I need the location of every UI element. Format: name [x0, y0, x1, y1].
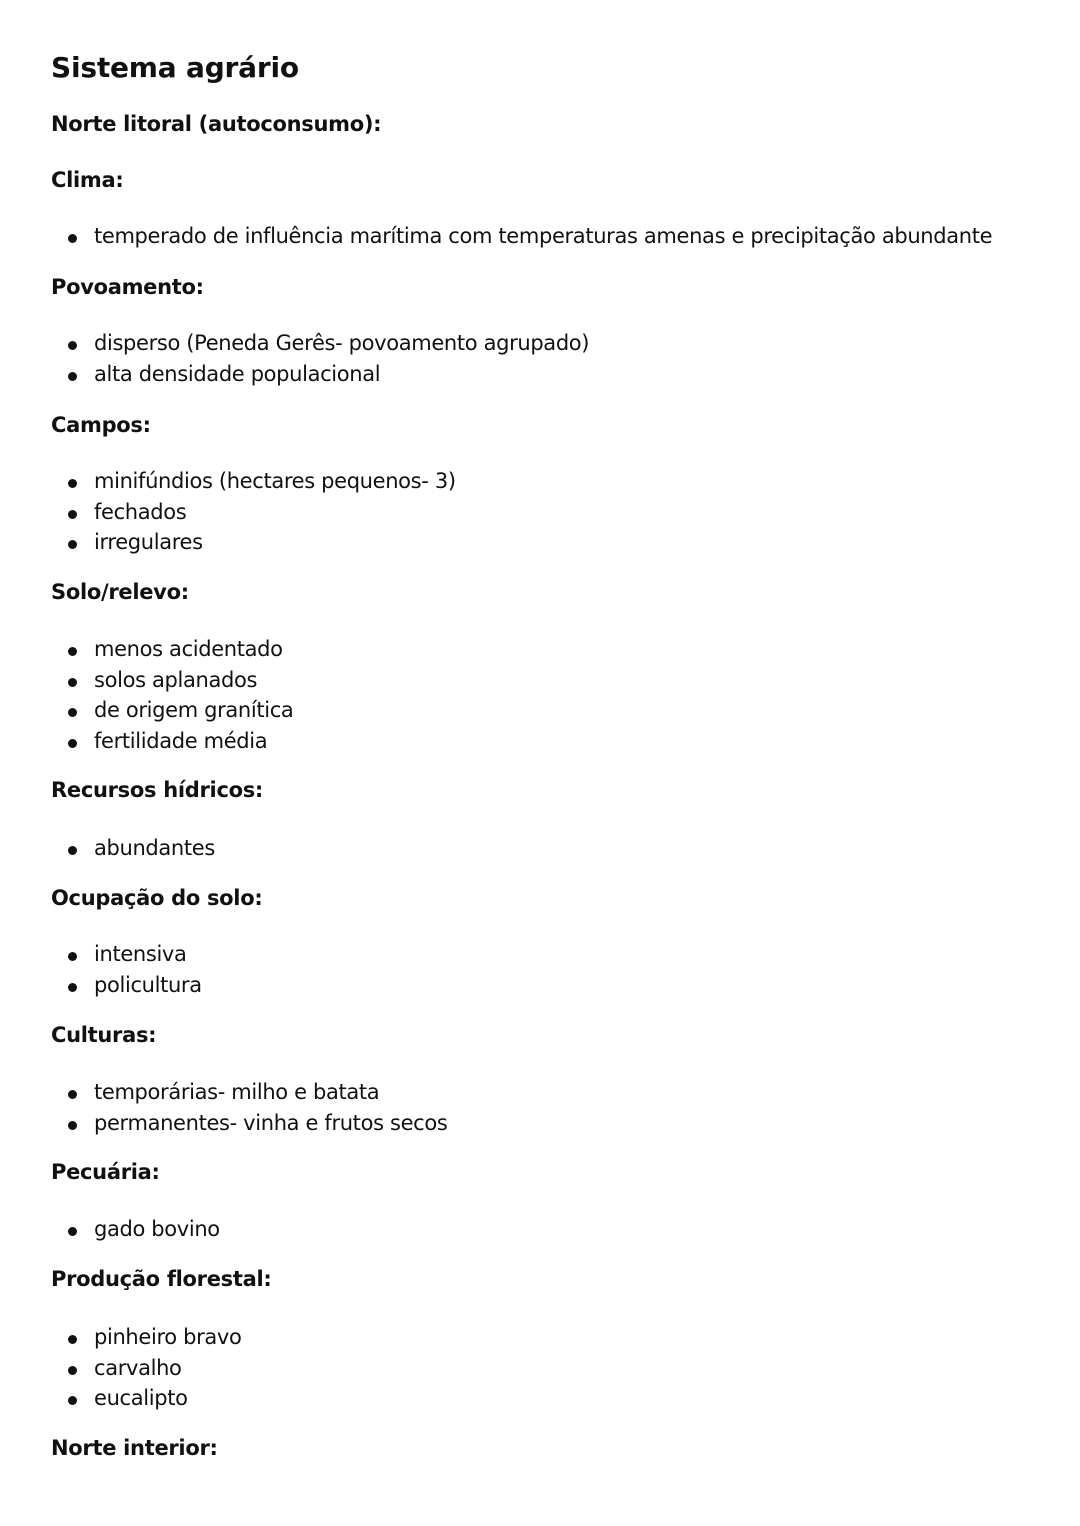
section-heading-pecuaria: Pecuária: — [51, 1160, 160, 1184]
bullet-icon — [68, 708, 77, 717]
list-item: solos aplanados — [51, 665, 293, 696]
list-item: gado bovino — [51, 1214, 220, 1245]
list-item: temporárias- milho e batata — [51, 1077, 447, 1108]
bullet-icon — [68, 846, 77, 855]
section-list-campos — [51, 466, 456, 558]
list-item: alta densidade populacional — [51, 359, 589, 390]
list-item: pinheiro bravo — [51, 1322, 241, 1353]
bullet-icon — [68, 479, 77, 488]
bullet-icon — [68, 952, 77, 961]
bullet-icon — [68, 234, 77, 243]
section-list-ocupacao-do-solo — [51, 939, 202, 1000]
section-list-povoamento — [51, 328, 589, 389]
list-item: eucalipto — [51, 1383, 241, 1414]
bullet-icon — [68, 372, 77, 381]
list-item: irregulares — [51, 527, 456, 558]
section-heading-clima: Clima: — [51, 168, 124, 192]
section-heading-ocupacao-do-solo: Ocupação do solo: — [51, 886, 263, 910]
region-heading-norte-interior: Norte interior: — [51, 1436, 218, 1460]
list-item: de origem granítica — [51, 695, 293, 726]
region-heading-norte-litoral: Norte litoral (autoconsumo): — [51, 112, 382, 136]
list-item: fechados — [51, 497, 456, 528]
bullet-icon — [68, 1366, 77, 1375]
bullet-icon — [68, 1121, 77, 1130]
list-item: carvalho — [51, 1353, 241, 1384]
section-list-culturas — [51, 1077, 447, 1138]
list-item: permanentes- vinha e frutos secos — [51, 1108, 447, 1139]
list-item: fertilidade média — [51, 726, 293, 757]
list-item: abundantes — [51, 833, 215, 864]
document-title: Sistema agrário — [51, 51, 299, 84]
bullet-icon — [68, 1335, 77, 1344]
list-item: menos acidentado — [51, 634, 293, 665]
bullet-icon — [68, 510, 77, 519]
bullet-icon — [68, 739, 77, 748]
bullet-icon — [68, 1396, 77, 1405]
bullet-icon — [68, 678, 77, 687]
list-item: disperso (Peneda Gerês- povoamento agrupado) — [51, 328, 589, 359]
list-item: temperado de influência marítima com temperaturas amenas e precipitação abundante — [51, 221, 992, 252]
list-item: intensiva — [51, 939, 202, 970]
section-list-clima — [51, 221, 992, 252]
bullet-icon — [68, 983, 77, 992]
section-heading-producao-florestal: Produção florestal: — [51, 1267, 272, 1291]
bullet-icon — [68, 540, 77, 549]
section-heading-solo-relevo: Solo/relevo: — [51, 580, 189, 604]
list-item: policultura — [51, 970, 202, 1001]
bullet-icon — [68, 1227, 77, 1236]
section-list-pecuaria — [51, 1214, 220, 1245]
section-list-recursos-hidricos — [51, 833, 215, 864]
section-heading-culturas: Culturas: — [51, 1023, 157, 1047]
bullet-icon — [68, 341, 77, 350]
bullet-icon — [68, 1090, 77, 1099]
section-list-solo-relevo — [51, 634, 293, 756]
list-item: minifúndios (hectares pequenos- 3) — [51, 466, 456, 497]
section-heading-campos: Campos: — [51, 413, 151, 437]
bullet-icon — [68, 647, 77, 656]
section-heading-recursos-hidricos: Recursos hídricos: — [51, 778, 264, 802]
section-list-producao-florestal — [51, 1322, 241, 1414]
section-heading-povoamento: Povoamento: — [51, 275, 204, 299]
